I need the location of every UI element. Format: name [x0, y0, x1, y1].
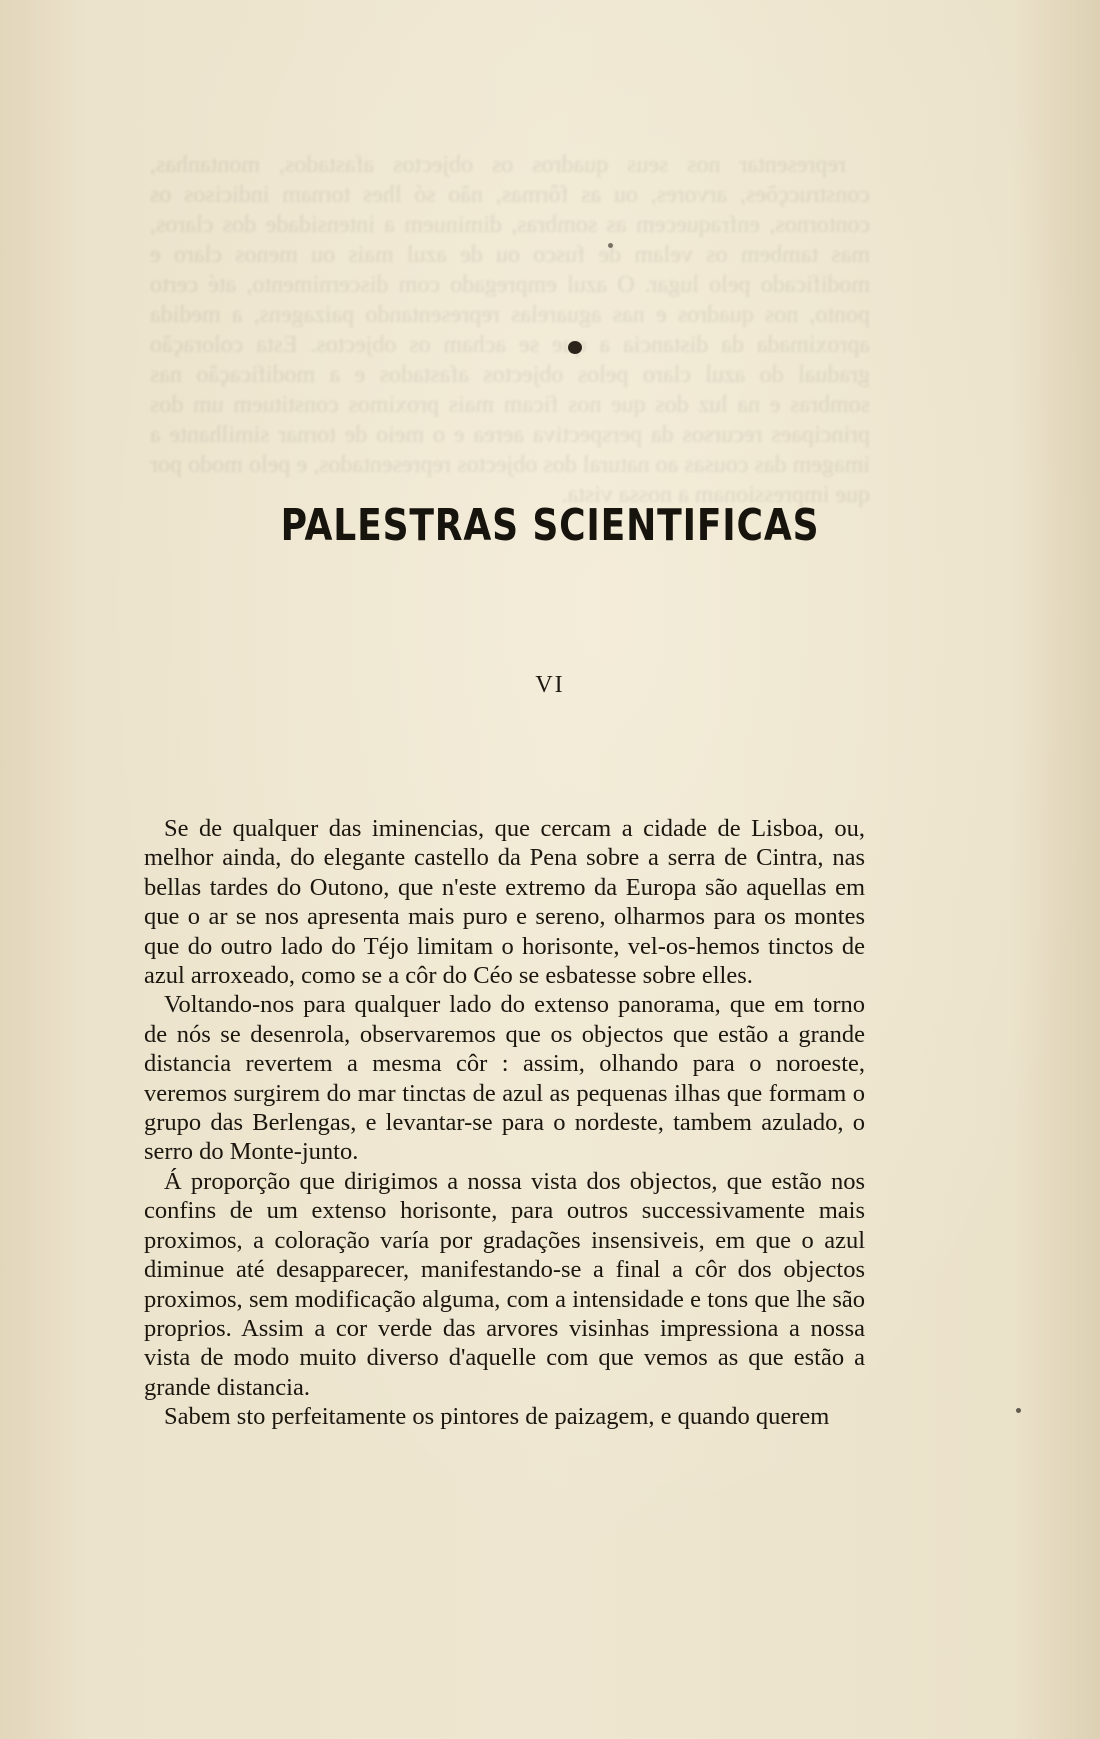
paragraph-1: Se de qualquer das iminencias, que cercam a cidade de Lisboa, ou, melhor ainda, do elegante castello da Pena sobre a serra de Cintra, nas bellas tardes do Outono, que n'este extremo da Europa são aquellas em que o ar se nos apresenta mais puro e sereno, olharmos para os montes que do outro lado do Téjo limitam o horisonte, vel-os-hemos tinctos de azul arroxeado, como se a côr do Céo se esbatesse sobre elles. — [144, 815, 865, 990]
section-numeral: VI — [535, 672, 565, 698]
reverse-page-show-through: representar nos seus quadros os objectos afastados, montanhas, construcções, arvores, ou as fôrmas, não só lhes tornam indicisos os contornos, enfraquecem as sombras, diminuem a intensidade dos claros, mas tambem os velam de fusco ou de azul mais ou menos claro e modificado pelo lugar. O azul empregado com discernimento, até certo ponto, nos quadros e nas aguarelas representando paizagens, a medida aproximada da distancia a que se acham os objectos. Esta coloração gradual do azul claro pelos objectos afastados e a modificação nas sombras e na luz dos que nos ficam mais proximos constituem um dos principaes recursos da perspectiva aerea e o meio de tornar similhante a imagem das cousas ao natural dos objectos representados, e pelo modo por que impressionam a nossa vista. — [150, 152, 870, 508]
article-body — [144, 814, 865, 1432]
ink-speck — [608, 243, 613, 248]
paragraph-2: Voltando-nos para qualquer lado do extenso panorama, que em torno de nós se desenrola, observaremos que os objectos que estão a grande distancia revertem a mesma côr : assim, olhando para o noroeste, veremos surgirem do mar tinctas de azul as pequenas ilhas que formam o grupo das Berlengas, e levantar-se para o nordeste, tambem azulado, o serro do Monte-junto. — [144, 991, 865, 1166]
paragraph-3: Á proporção que dirigimos a nossa vista dos objectos, que estão nos confins de um extenso horisonte, para outros successivamente mais proximos, a coloração varía por gradações insensiveis, em que o azul diminue até desapparecer, manifestando-se a final a côr dos objectos proximos, sem modificação alguma, com a intensidade e tons que lhe são proprios. Assim a cor verde das arvores visinhas impressiona a nossa vista de modo muito diverso d'aquelle com que vemos as que estão a grande distancia. — [144, 1167, 865, 1401]
ink-speck — [1016, 1408, 1021, 1413]
article-title: PALESTRAS SCIENTIFICAS — [280, 500, 820, 551]
paragraph-4: Sabem sto perfeitamente os pintores de paizagem, e quando querem — [164, 1403, 830, 1431]
ink-spot — [568, 341, 582, 354]
